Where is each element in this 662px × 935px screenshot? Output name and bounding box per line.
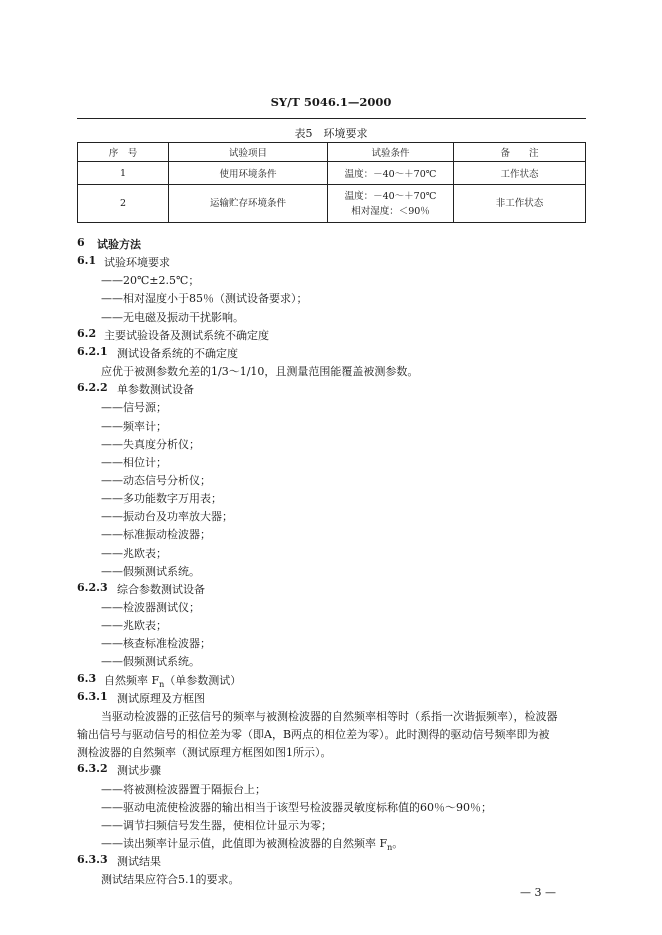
list-item: ——20℃±2.5℃； [101, 274, 200, 288]
list-item: ——相对湿度小于85％（测试设备要求）； [101, 292, 308, 306]
section-number: 6.3.3 [77, 853, 108, 867]
cell-item: 使用环境条件 [169, 162, 328, 185]
section-title: 自然频率 $F_n$（单参数测试） [104, 673, 242, 689]
list-item: ——核查标准检波器； [101, 637, 211, 651]
col-header-no: 序 号 [78, 143, 169, 162]
list-item: ——假频测试系统。 [101, 564, 200, 578]
cell-note: 工作状态 [454, 162, 586, 185]
standard-header: SY/T 5046.1—2000 [270, 95, 392, 109]
section-number: 6.1 [77, 254, 97, 268]
paragraph-line: 输出信号与驱动信号的相位差为零（即A，B两点的相位差为零）。此时测得的驱动信号频率即为被 [77, 728, 550, 742]
table-row [78, 162, 586, 185]
page-number: — 3 — [520, 886, 556, 899]
section-heading [77, 853, 161, 869]
environment-table [77, 142, 586, 223]
section-title: 单参数测试设备 [117, 383, 194, 397]
header-rule [77, 118, 586, 119]
section-heading [77, 689, 205, 705]
cell-no: 1 [78, 162, 169, 185]
paragraph-line: 测检波器的自然频率（测试原理方框图如图1所示）。 [77, 746, 332, 760]
section-title: 试验方法 [97, 238, 141, 251]
list-item: ——振动台及功率放大器； [101, 510, 233, 524]
section-heading [77, 236, 141, 251]
list-item: ——检波器测试仪； [101, 601, 200, 614]
section-number: 6.2 [77, 326, 97, 340]
section-title: 试验环境要求 [104, 256, 170, 270]
condition-line: 温度：－40～＋70℃ [344, 190, 437, 202]
cell-item: 运输贮存环境条件 [169, 185, 328, 223]
list-item: ——将被测检波器置于隔振台上； [101, 782, 266, 796]
section-title: 测试原理及方框图 [117, 691, 205, 705]
section-title: 主要试验设备及测试系统不确定度 [104, 328, 269, 342]
section-number: 6.2.1 [77, 344, 108, 358]
section-title: 测试步骤 [117, 764, 161, 778]
section-title: 测试结果 [117, 855, 161, 869]
section-heading [77, 580, 205, 596]
section-number: 6.2.2 [77, 381, 108, 395]
section-number: 6 [77, 236, 85, 249]
section-title: 测试设备系统的不确定度 [117, 346, 238, 360]
list-item: ——无电磁及振动干扰影响。 [101, 310, 244, 324]
cell-condition [328, 185, 454, 223]
table-header-row [78, 143, 586, 162]
list-item: ——假频测试系统。 [101, 655, 200, 669]
list-item: ——读出频率计显示值，此值即为被测检波器的自然频率 $F_n$。 [101, 836, 404, 853]
cell-no: 2 [78, 185, 169, 223]
list-item: ——调节扫频信号发生器，使相位计显示为零； [101, 818, 332, 832]
list-item: ——频率计； [101, 419, 167, 433]
list-item: ——信号源； [101, 401, 167, 415]
section-heading [77, 671, 242, 689]
list-item: ——动态信号分析仪； [101, 473, 211, 487]
section-number: 6.3 [77, 671, 97, 685]
list-item: ——标准振动检波器； [101, 528, 211, 542]
col-header-note: 备 注 [454, 143, 586, 162]
list-item: ——相位计； [101, 455, 167, 469]
list-item: ——失真度分析仪； [101, 437, 200, 451]
section-heading [77, 344, 238, 360]
col-header-item: 试验项目 [169, 143, 328, 162]
cell-condition: 温度：－40～＋70℃ [328, 162, 454, 185]
section-number: 6.2.3 [77, 580, 108, 594]
col-header-condition: 试验条件 [328, 143, 454, 162]
section-heading [77, 326, 269, 342]
cell-note: 非工作状态 [454, 185, 586, 223]
list-item: ——驱动电流使检波器的输出相当于该型号检波器灵敏度标称值的60％～90％； [101, 800, 492, 814]
section-heading [77, 762, 161, 778]
paragraph-line: 应优于被测参数允差的1/3～1/10，且测量范围能覆盖被测参数。 [101, 365, 419, 379]
paragraph-line: 测试结果应符合5.1的要求。 [101, 873, 240, 887]
section-heading [77, 381, 194, 397]
condition-line: 相对湿度：＜90％ [351, 205, 430, 217]
section-number: 6.3.1 [77, 689, 108, 703]
list-item: ——兆欧表； [101, 546, 167, 560]
table-caption: 表5 环境要求 [294, 127, 368, 140]
list-item: ——兆欧表； [101, 619, 167, 633]
table-row [78, 185, 586, 223]
section-number: 6.3.2 [77, 762, 108, 776]
paragraph-line: 当驱动检波器的正弦信号的频率与被测检波器的自然频率相等时（系指一次谐振频率），检波器 [101, 709, 558, 723]
section-heading [77, 254, 170, 270]
section-title: 综合参数测试设备 [117, 582, 205, 596]
list-item: ——多功能数字万用表； [101, 492, 222, 506]
